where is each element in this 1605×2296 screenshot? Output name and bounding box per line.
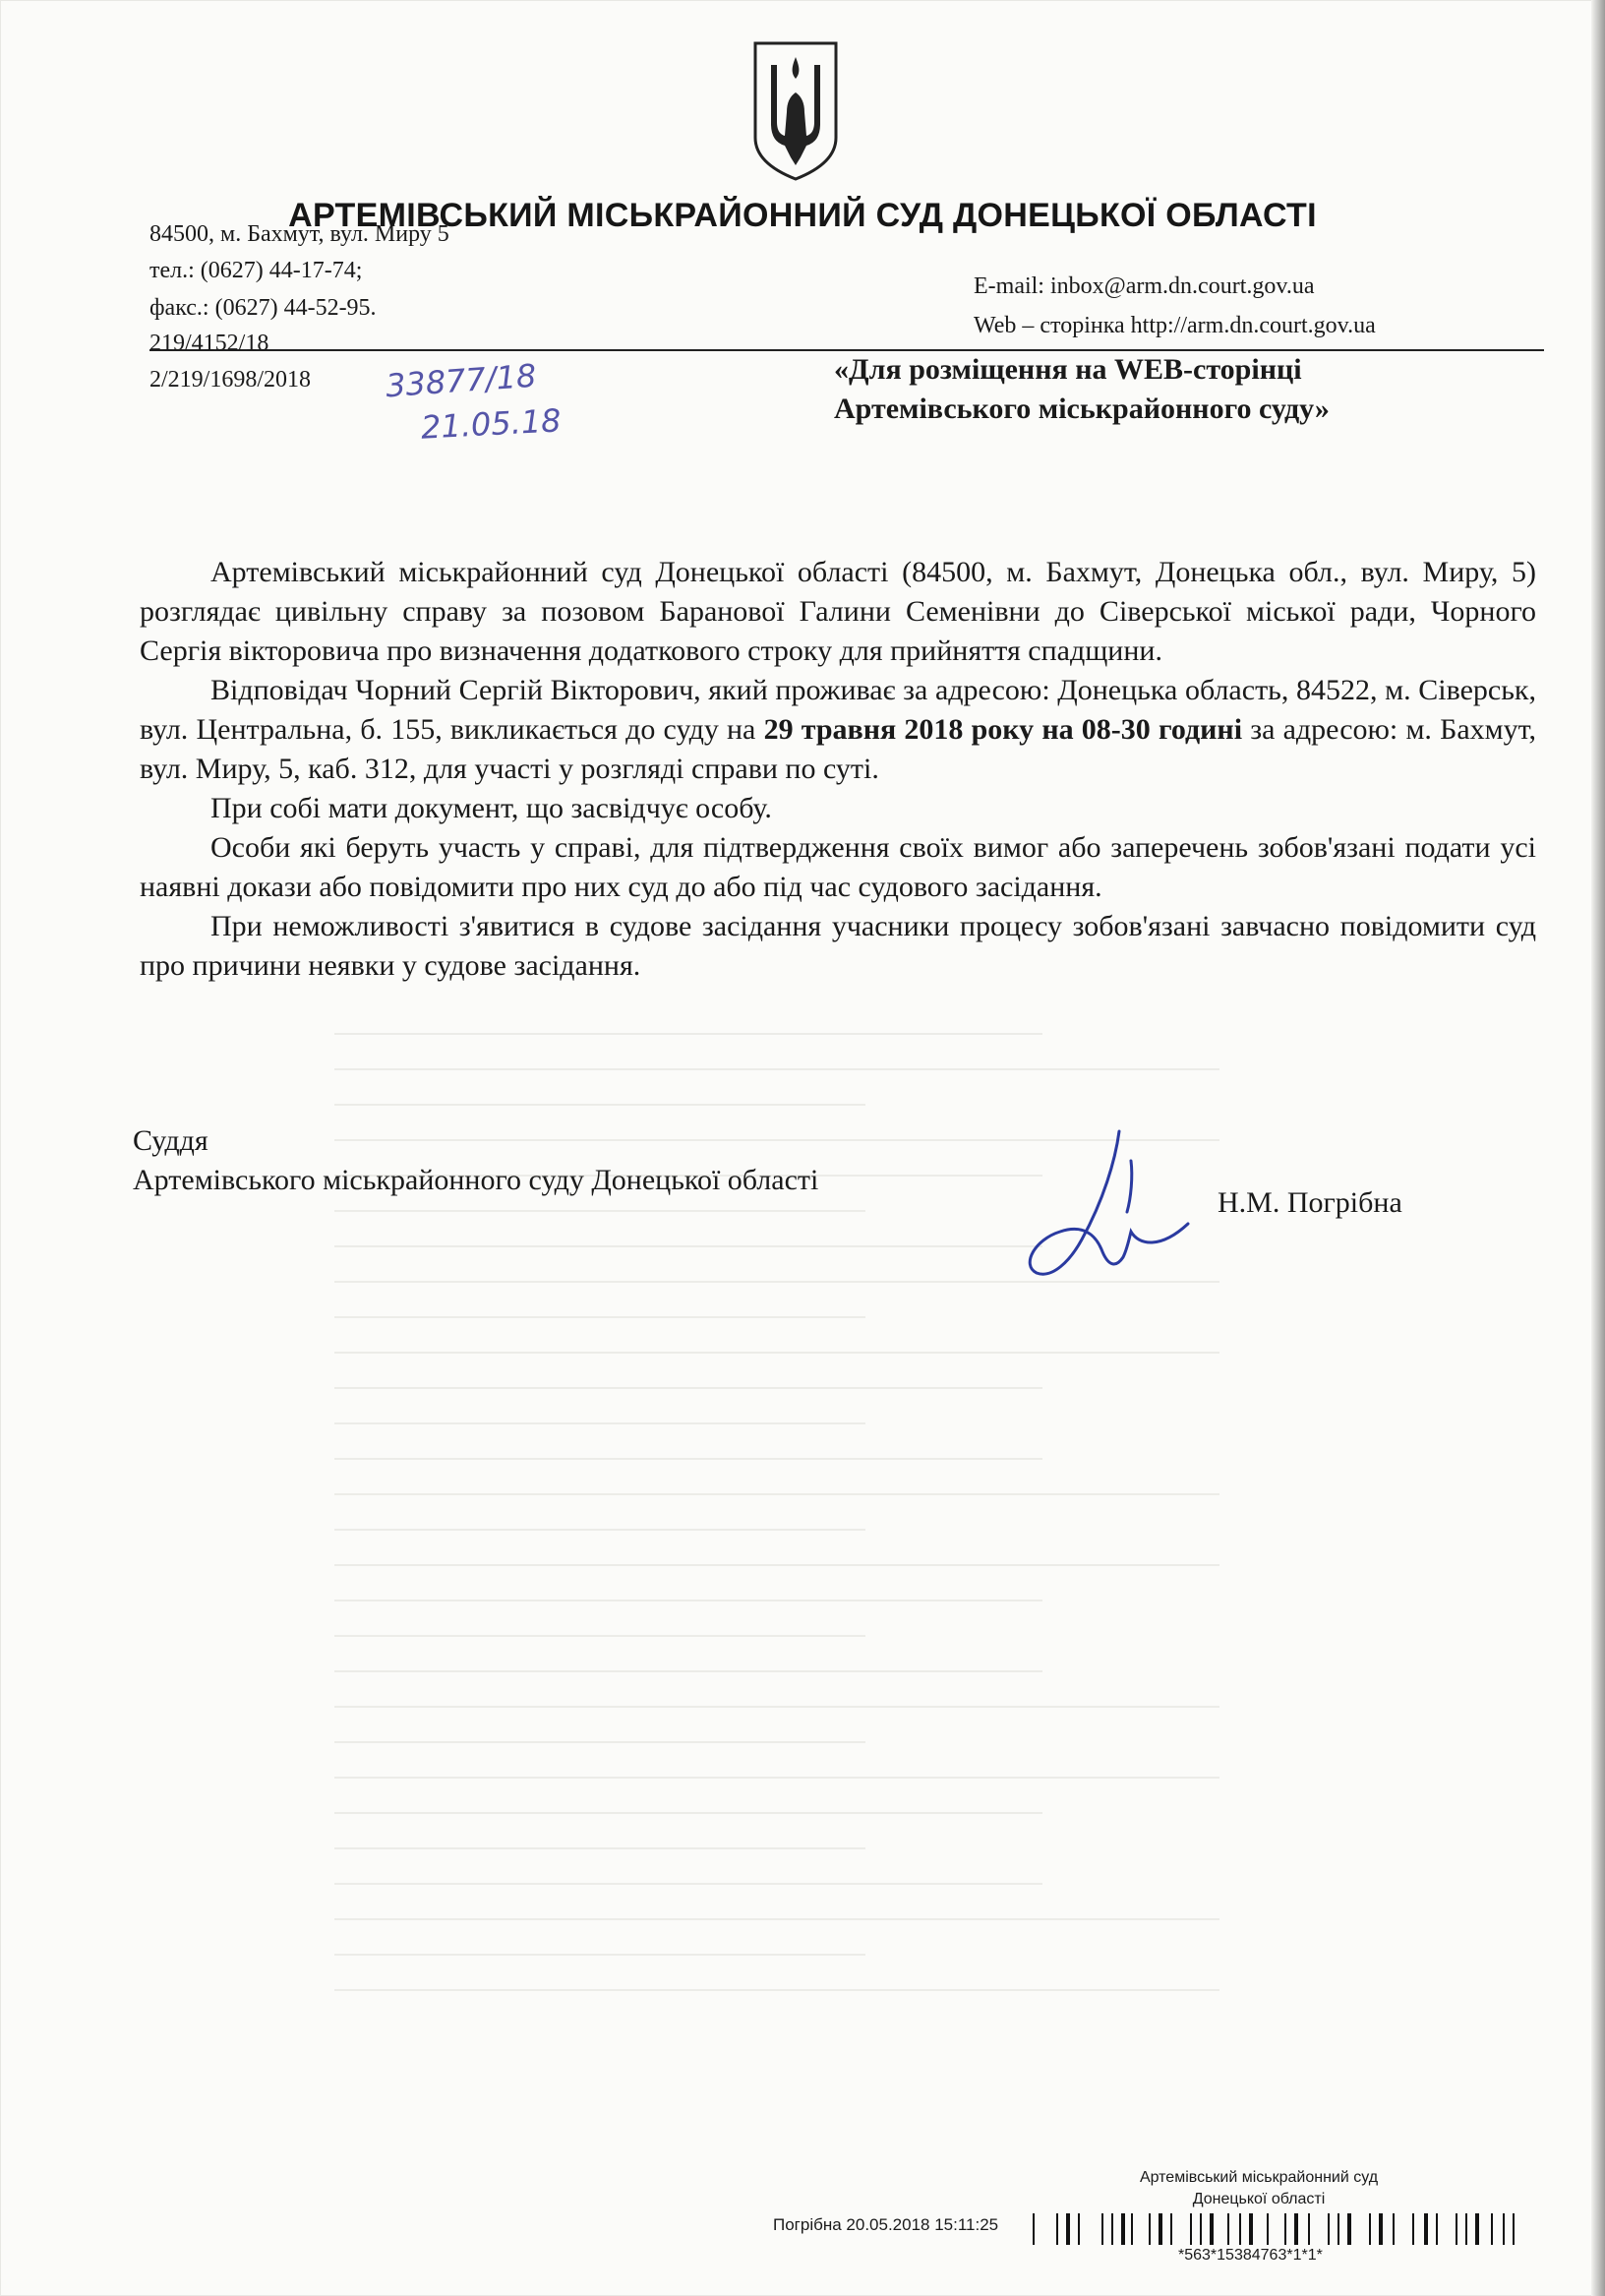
hearing-date-time: 29 травня 2018 року на 08-30 годині <box>763 713 1243 746</box>
stamp-org-line-1: Артемівський міськрайонний суд <box>1139 2169 1379 2186</box>
web-note-line-1: «Для розміщення на WEB-сторінці <box>834 353 1302 386</box>
barcode-number: *563*15384763*1*1* <box>1178 2247 1323 2264</box>
court-phone: тел.: (0627) 44-17-74; <box>149 258 363 283</box>
court-website: Web – сторінка http://arm.dn.court.gov.ua <box>974 313 1376 338</box>
web-note-line-2: Артемівського міськрайонного суду» <box>834 393 1330 425</box>
body-paragraph-5: При неможливості з'явитися в судове засідання учасники процесу зобов'язані завчасно повідомити суд про причини неявки у судове засідання. <box>140 910 1536 982</box>
barcode-icon <box>1033 2213 1524 2245</box>
electronic-stamp-organization <box>1101 2167 1416 2210</box>
scan-edge-shadow <box>1591 0 1605 2296</box>
court-name: АРТЕМІВСЬКИЙ МІСЬКРАЙОННИЙ СУД ДОНЕЦЬКОЇ ОБЛАСТІ <box>288 197 1317 234</box>
stamp-org-line-2: Донецької області <box>1192 2191 1326 2207</box>
web-publication-note <box>834 350 1463 429</box>
judge-title-line-2: Артемівського міськрайонного суду Донецької області <box>133 1164 819 1196</box>
court-address: 84500, м. Бахмут, вул. Миру 5 <box>149 221 449 247</box>
case-number: 219/4152/18 <box>149 331 269 356</box>
proceeding-number: 2/219/1698/2018 <box>149 367 312 393</box>
document-body <box>140 553 1536 986</box>
court-fax: факс.: (0627) 44-52-95. <box>149 295 377 321</box>
judge-title <box>133 1121 818 1200</box>
judge-name: Н.М. Погрібна <box>1218 1186 1402 1219</box>
court-email: E-mail: inbox@arm.dn.court.gov.ua <box>974 273 1315 299</box>
coat-of-arms-icon <box>749 39 842 183</box>
body-paragraph-3: При собі мати документ, що засвідчує особу. <box>210 792 772 824</box>
handwritten-registration-date: 21.05.18 <box>420 401 563 447</box>
handwritten-registration-number: 33877/18 <box>384 356 538 405</box>
electronic-signature-stamp: Погрібна 20.05.2018 15:11:25 <box>773 2215 999 2234</box>
p2-text-after: за адресою: м. Бахмут, вул. Миру, 5, каб. 312, для участі у розгляді справи по суті. <box>140 713 1536 785</box>
judge-title-line-1: Суддя <box>133 1124 208 1157</box>
handwritten-signature <box>1013 1121 1210 1299</box>
p2-text-before: Відповідач Чорний Сергій Вікторович, який проживає за адресою: Донецька область, 84522, м. Сіверськ, вул. Центральна, б. 155, викликається до суду на <box>140 674 1536 746</box>
body-paragraph-4: Особи які беруть участь у справі, для підтвердження своїх вимог або заперечень зобов'язані подати усі наявні докази або повідомити про них суд до або під час судового засідання. <box>140 831 1536 903</box>
body-paragraph-1: Артемівський міськрайонний суд Донецької області (84500, м. Бахмут, Донецька обл., вул. Миру, 5) розглядає цивільну справу за позовом Баранової Галини Семенівни до Сіверської міської ради, Чорного Сергія вікторовича про визначення додаткового строку для прийняття спадщини. <box>140 556 1536 667</box>
body-paragraph-2 <box>140 671 1536 789</box>
